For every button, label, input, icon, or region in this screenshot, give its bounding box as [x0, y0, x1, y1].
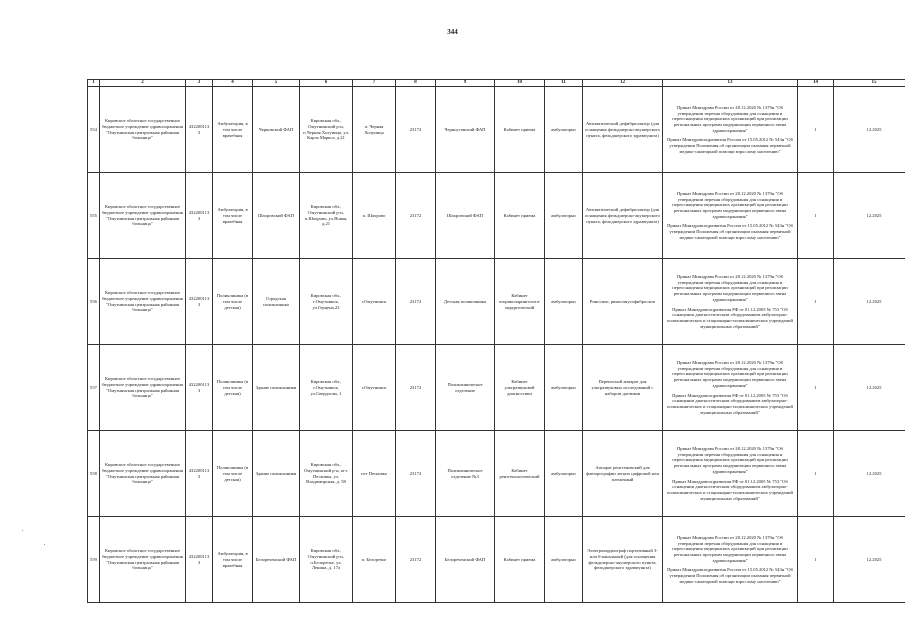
table-row — [88, 517, 905, 603]
locality: г.Омутнинск — [353, 259, 396, 345]
table-row — [88, 173, 905, 259]
regulations — [663, 259, 798, 345]
care-form: амбулаторно — [545, 259, 583, 345]
code: 23172 — [396, 259, 436, 345]
care-form: амбулаторно — [545, 345, 583, 431]
regulation-1: Приказ Минздрава России от 28.12.2020 № 1379н "Об утверждении перечня оборудования для оснащения и переоснащения медицинских организаций при реализации региональных программ модернизации первичного звена здравоохранения" — [672, 104, 788, 133]
equipment-table — [87, 79, 905, 603]
facility-type: Амбулатория, в том числе врачебная — [213, 173, 253, 259]
header-cell: 5 — [253, 80, 300, 87]
header-cell: 7 — [353, 80, 396, 87]
organization-name: Кировское областное государственное бюджетное учреждение здравоохранения "Омутнинская центральная районная больница" — [100, 259, 186, 345]
locality: п. Черная Холуница — [353, 87, 396, 173]
address: Кировская обл., Омутнинский р-н, п.Белоречье, ул. Ленина, д. 17а — [300, 517, 353, 603]
room: Кабинет оториноларинголога-хирургический — [495, 259, 545, 345]
equipment-name: Электрокардиограф портативный 3- или 6-канальный (для оснащения фельдшерско-акушерского пункта, фельдшерского здравпункта) — [583, 517, 663, 603]
regulation-1: Приказ Минздрава России от 28.12.2020 № 1379н "Об утверждении перечня оборудования для оснащения и переоснащения медицинских организаций при реализации региональных программ модернизации первичного звена здравоохранения" — [672, 534, 788, 563]
quantity: 1 — [798, 87, 834, 173]
table-row — [88, 87, 905, 173]
regulation-1: Приказ Минздрава России от 28.12.2020 № 1379н "Об утверждении перечня оборудования для оснащения и переоснащения медицинских организаций при реализации региональных программ модернизации первичного звена здравоохранения" — [672, 190, 788, 219]
organization-name: Кировское областное государственное бюджетное учреждение здравоохранения "Омутнинская центральная районная больница" — [100, 517, 186, 603]
table-row — [88, 431, 905, 517]
regulation-2: Приказ Минздравсоцразвития РФ от 01.12.2005 № 753 "Об оснащении диагностическим оборудованием амбулаторно-поликлинических и стационарно-поликлинических учреждений муниципальных образований" — [667, 478, 793, 501]
row-number: 554 — [88, 87, 100, 173]
facility-type: Амбулатория, в том числе врачебная — [213, 517, 253, 603]
regulation-2: Приказ Минздравсоцразвития РФ от 01.12.2005 № 753 "Об оснащении диагностическим оборудованием амбулаторно-поликлинических и стационарно-поликлинических учреждений муниципальных образований" — [667, 306, 793, 329]
header-cell: 14 — [798, 80, 834, 87]
address: Кировская обл., г.Омутнинск, ул.Свердлова, 1 — [300, 345, 353, 431]
deadline: 12.2025 — [834, 431, 905, 517]
organization-name: Кировское областное государственное бюджетное учреждение здравоохранения "Омутнинская центральная районная больница" — [100, 87, 186, 173]
care-form: амбулаторно — [545, 173, 583, 259]
inn: 4322001133 — [186, 173, 213, 259]
quantity: 1 — [798, 173, 834, 259]
facility-unit: Белореченский ФАП — [253, 517, 300, 603]
code: 23172 — [396, 87, 436, 173]
scan-speck — [22, 530, 23, 531]
deadline: 12.2025 — [834, 87, 905, 173]
locality: пгт Песковка — [353, 431, 396, 517]
address: Кировская обл., г.Омутнинск, ул.Герцена,23 — [300, 259, 353, 345]
regulation-1: Приказ Минздрава России от 28.12.2020 № 1379н "Об утверждении перечня оборудования для оснащения и переоснащения медицинских организаций при реализации региональных программ модернизации первичного звена здравоохранения" — [672, 273, 788, 302]
header-cell: 13 — [663, 80, 798, 87]
deadline: 12.2025 — [834, 517, 905, 603]
page-number: 344 — [447, 28, 458, 36]
regulations — [663, 87, 798, 173]
code: 23172 — [396, 431, 436, 517]
deadline: 12.2025 — [834, 173, 905, 259]
header-row — [88, 80, 905, 87]
inn: 4322001133 — [186, 259, 213, 345]
row-number: 558 — [88, 431, 100, 517]
room: Кабинет приема — [495, 517, 545, 603]
facility-type: Амбулатория, в том числе врачебная — [213, 87, 253, 173]
regulations — [663, 173, 798, 259]
regulation-1: Приказ Минздрава России от 28.12.2020 № 1379н "Об утверждении перечня оборудования для оснащения и переоснащения медицинских организаций при реализации региональных программ модернизации первичного звена здравоохранения" — [672, 359, 788, 388]
header-cell: 11 — [545, 80, 583, 87]
inn: 4322001133 — [186, 431, 213, 517]
department: Поликлиническое отделение — [436, 345, 495, 431]
facility-type: Поликлиника (в том числе детская) — [213, 259, 253, 345]
locality: п. Белоречье — [353, 517, 396, 603]
facility-type: Поликлиника (в том числе детская) — [213, 345, 253, 431]
address: Кировская обл., Омутнинский р-н, п.Черная Холуница, ул. Карла Маркса, д.21 — [300, 87, 353, 173]
facility-type: Поликлиника (в том числе детская) — [213, 431, 253, 517]
equipment-name: Автоматический дефибриллятор (для оснащения фельдшерско-акушерского пункта, фельдшерского здравпункта) — [583, 87, 663, 173]
deadline: 12.2025 — [834, 259, 905, 345]
facility-unit: Шахровский ФАП — [253, 173, 300, 259]
quantity: 1 — [798, 259, 834, 345]
regulation-2: Приказ Минздравсоцразвития РФ от 01.12.2005 № 753 "Об оснащении диагностическим оборудованием амбулаторно-поликлинических и стационарно-поликлинических учреждений муниципальных образований" — [667, 392, 793, 415]
code: 23172 — [396, 173, 436, 259]
regulations — [663, 345, 798, 431]
regulations — [663, 431, 798, 517]
department: Поликлиническое отделение №3 — [436, 431, 495, 517]
header-cell: 10 — [495, 80, 545, 87]
facility-unit: Городская поликлиника — [253, 259, 300, 345]
room: Кабинет приема — [495, 87, 545, 173]
header-cell: 3 — [186, 80, 213, 87]
locality: г.Омутнинск — [353, 345, 396, 431]
code: 23172 — [396, 517, 436, 603]
scan-speck — [44, 544, 45, 545]
care-form: амбулаторно — [545, 431, 583, 517]
deadline: 12.2025 — [834, 345, 905, 431]
header-cell: 15 — [834, 80, 905, 87]
care-form: амбулаторно — [545, 87, 583, 173]
organization-name: Кировское областное государственное бюджетное учреждение здравоохранения "Омутнинская центральная районная больница" — [100, 173, 186, 259]
facility-unit: Черновский ФАП — [253, 87, 300, 173]
regulation-2: Приказ Минздравсоцразвития России от 15.05.2012 № 543н "Об утверждении Положения об организации оказания первичной медико-санитарной помощи взрослому населению" — [667, 137, 793, 154]
address: Кировская обл., Омутнинский р-н, п.Шахрово, ул.Новая, д.21 — [300, 173, 353, 259]
header-cell: 4 — [213, 80, 253, 87]
inn: 4322001133 — [186, 87, 213, 173]
row-number: 557 — [88, 345, 100, 431]
care-form: амбулаторно — [545, 517, 583, 603]
quantity: 1 — [798, 517, 834, 603]
department: Шахровский ФАП — [436, 173, 495, 259]
equipment-name: Автоматический дефибриллятор (для оснащения фельдшерско-акушерского пункта, фельдшерского здравпункта) — [583, 173, 663, 259]
table-row — [88, 345, 905, 431]
department: Белореченский ФАП — [436, 517, 495, 603]
row-number: 555 — [88, 173, 100, 259]
organization-name: Кировское областное государственное бюджетное учреждение здравоохранения "Омутнинская центральная районная больница" — [100, 431, 186, 517]
quantity: 1 — [798, 345, 834, 431]
header-cell: 8 — [396, 80, 436, 87]
row-number: 556 — [88, 259, 100, 345]
inn: 4322001133 — [186, 517, 213, 603]
department: Детская поликлиника — [436, 259, 495, 345]
header-cell: 2 — [100, 80, 186, 87]
facility-unit: Здание поликлиники — [253, 431, 300, 517]
inn: 4322001133 — [186, 345, 213, 431]
header-cell: 6 — [300, 80, 353, 87]
header-cell: 9 — [436, 80, 495, 87]
room: Кабинет ультразвуковой диагностики — [495, 345, 545, 431]
regulations — [663, 517, 798, 603]
table-row — [88, 259, 905, 345]
facility-unit: Здание поликлиники — [253, 345, 300, 431]
locality: п. Шахрово — [353, 173, 396, 259]
organization-name: Кировское областное государственное бюджетное учреждение здравоохранения "Омутнинская центральная районная больница" — [100, 345, 186, 431]
header-cell: 1 — [88, 80, 100, 87]
code: 23172 — [396, 345, 436, 431]
room: Кабинет рентгенологический — [495, 431, 545, 517]
equipment-name: Риноскоп, риносинусофиброскоп — [583, 259, 663, 345]
quantity: 1 — [798, 431, 834, 517]
address: Кировская обл., Омутнинский р-н, пгт. Песковка, ул. Владимирская, д. 58 — [300, 431, 353, 517]
room: Кабинет приема — [495, 173, 545, 259]
equipment-name: Переносной аппарат для ультразвуковых исследований с набором датчиков — [583, 345, 663, 431]
equipment-name: Аппарат рентгеновский для флюорографии легких цифровой или пленочный — [583, 431, 663, 517]
department: Черноусовский ФАП — [436, 87, 495, 173]
header-cell: 12 — [583, 80, 663, 87]
regulation-2: Приказ Минздравсоцразвития России от 15.05.2012 № 543н "Об утверждении Положения об организации оказания первичной медико-санитарной помощи взрослому населению" — [667, 567, 793, 584]
regulation-2: Приказ Минздравсоцразвития России от 15.05.2012 № 543н "Об утверждении Положения об организации оказания первичной медико-санитарной помощи взрослому населению" — [667, 223, 793, 240]
row-number: 559 — [88, 517, 100, 603]
regulation-1: Приказ Минздрава России от 28.12.2020 № 1379н "Об утверждении перечня оборудования для оснащения и переоснащения медицинских организаций при реализации региональных программ модернизации первичного звена здравоохранения" — [672, 445, 788, 474]
